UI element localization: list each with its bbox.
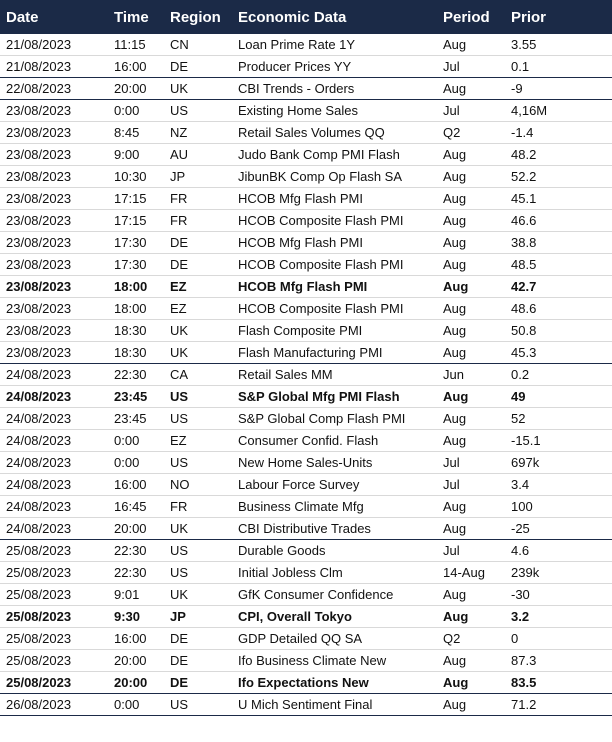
cell-prior: 4.6 <box>505 540 612 562</box>
cell-data: Flash Composite PMI <box>232 320 437 342</box>
table-row <box>0 34 612 56</box>
table-row <box>0 584 612 606</box>
cell-period: Aug <box>437 408 505 430</box>
cell-date: 24/08/2023 <box>0 386 108 408</box>
cell-period: Aug <box>437 584 505 606</box>
cell-date: 23/08/2023 <box>0 276 108 298</box>
cell-data: Consumer Confid. Flash <box>232 430 437 452</box>
cell-time: 16:45 <box>108 496 164 518</box>
cell-region: US <box>164 562 232 584</box>
cell-date: 25/08/2023 <box>0 628 108 650</box>
cell-period: Aug <box>437 276 505 298</box>
cell-data: Retail Sales Volumes QQ <box>232 122 437 144</box>
cell-period: Aug <box>437 496 505 518</box>
cell-data: GfK Consumer Confidence <box>232 584 437 606</box>
table-row <box>0 188 612 210</box>
cell-period: Aug <box>437 342 505 364</box>
cell-date: 23/08/2023 <box>0 166 108 188</box>
cell-date: 26/08/2023 <box>0 694 108 716</box>
cell-data: JibunBK Comp Op Flash SA <box>232 166 437 188</box>
cell-data: Retail Sales MM <box>232 364 437 386</box>
cell-date: 23/08/2023 <box>0 320 108 342</box>
cell-data: CPI, Overall Tokyo <box>232 606 437 628</box>
cell-date: 24/08/2023 <box>0 364 108 386</box>
cell-time: 23:45 <box>108 408 164 430</box>
table-row <box>0 650 612 672</box>
cell-period: Aug <box>437 650 505 672</box>
cell-period: Aug <box>437 232 505 254</box>
cell-region: FR <box>164 210 232 232</box>
cell-data: Business Climate Mfg <box>232 496 437 518</box>
cell-region: US <box>164 408 232 430</box>
cell-date: 21/08/2023 <box>0 34 108 56</box>
cell-data: Ifo Expectations New <box>232 672 437 694</box>
cell-date: 22/08/2023 <box>0 78 108 100</box>
cell-region: NZ <box>164 122 232 144</box>
cell-region: FR <box>164 188 232 210</box>
cell-prior: -9 <box>505 78 612 100</box>
cell-prior: 3.4 <box>505 474 612 496</box>
table-row <box>0 166 612 188</box>
cell-time: 16:00 <box>108 474 164 496</box>
cell-data: HCOB Mfg Flash PMI <box>232 232 437 254</box>
cell-prior: 3.2 <box>505 606 612 628</box>
cell-date: 25/08/2023 <box>0 540 108 562</box>
economic-calendar-table <box>0 2 612 716</box>
cell-region: AU <box>164 144 232 166</box>
cell-time: 18:30 <box>108 320 164 342</box>
cell-time: 17:30 <box>108 232 164 254</box>
table-row <box>0 298 612 320</box>
cell-time: 18:00 <box>108 298 164 320</box>
cell-period: Q2 <box>437 122 505 144</box>
cell-region: UK <box>164 518 232 540</box>
cell-period: Aug <box>437 298 505 320</box>
cell-time: 10:30 <box>108 166 164 188</box>
cell-time: 0:00 <box>108 100 164 122</box>
cell-date: 25/08/2023 <box>0 606 108 628</box>
cell-period: Aug <box>437 166 505 188</box>
cell-date: 23/08/2023 <box>0 232 108 254</box>
cell-date: 23/08/2023 <box>0 298 108 320</box>
table-row <box>0 496 612 518</box>
cell-period: 14-Aug <box>437 562 505 584</box>
cell-region: JP <box>164 606 232 628</box>
cell-prior: 4,16M <box>505 100 612 122</box>
table-row <box>0 408 612 430</box>
cell-time: 16:00 <box>108 56 164 78</box>
column-header-date: Date <box>0 2 108 34</box>
cell-region: DE <box>164 628 232 650</box>
cell-period: Jul <box>437 540 505 562</box>
cell-date: 25/08/2023 <box>0 562 108 584</box>
cell-region: DE <box>164 650 232 672</box>
cell-region: CA <box>164 364 232 386</box>
cell-prior: 0.1 <box>505 56 612 78</box>
cell-prior: -1.4 <box>505 122 612 144</box>
cell-time: 20:00 <box>108 650 164 672</box>
cell-date: 25/08/2023 <box>0 672 108 694</box>
table-row <box>0 518 612 540</box>
table-row <box>0 320 612 342</box>
cell-period: Aug <box>437 34 505 56</box>
cell-data: Flash Manufacturing PMI <box>232 342 437 364</box>
cell-prior: 0.2 <box>505 364 612 386</box>
cell-prior: 42.7 <box>505 276 612 298</box>
cell-period: Aug <box>437 518 505 540</box>
cell-data: HCOB Mfg Flash PMI <box>232 188 437 210</box>
cell-region: UK <box>164 78 232 100</box>
cell-prior: 71.2 <box>505 694 612 716</box>
cell-period: Aug <box>437 144 505 166</box>
cell-data: S&P Global Comp Flash PMI <box>232 408 437 430</box>
cell-period: Aug <box>437 78 505 100</box>
cell-prior: 48.5 <box>505 254 612 276</box>
cell-prior: 46.6 <box>505 210 612 232</box>
cell-prior: 87.3 <box>505 650 612 672</box>
cell-time: 22:30 <box>108 540 164 562</box>
cell-time: 17:30 <box>108 254 164 276</box>
table-row <box>0 672 612 694</box>
cell-time: 17:15 <box>108 188 164 210</box>
cell-data: HCOB Composite Flash PMI <box>232 298 437 320</box>
cell-prior: 45.3 <box>505 342 612 364</box>
cell-time: 9:01 <box>108 584 164 606</box>
table-row <box>0 540 612 562</box>
cell-period: Aug <box>437 254 505 276</box>
column-header-time: Time <box>108 2 164 34</box>
cell-time: 22:30 <box>108 364 164 386</box>
cell-date: 24/08/2023 <box>0 496 108 518</box>
cell-period: Aug <box>437 694 505 716</box>
cell-region: EZ <box>164 276 232 298</box>
cell-date: 23/08/2023 <box>0 342 108 364</box>
cell-period: Aug <box>437 210 505 232</box>
cell-time: 22:30 <box>108 562 164 584</box>
table-row <box>0 232 612 254</box>
table-row <box>0 100 612 122</box>
cell-period: Jul <box>437 56 505 78</box>
cell-data: Existing Home Sales <box>232 100 437 122</box>
cell-time: 0:00 <box>108 694 164 716</box>
table-row <box>0 452 612 474</box>
column-header-prior: Prior <box>505 2 612 34</box>
table-row <box>0 122 612 144</box>
cell-period: Jul <box>437 474 505 496</box>
cell-data: U Mich Sentiment Final <box>232 694 437 716</box>
cell-date: 23/08/2023 <box>0 210 108 232</box>
cell-date: 24/08/2023 <box>0 408 108 430</box>
table-row <box>0 606 612 628</box>
cell-period: Aug <box>437 606 505 628</box>
cell-time: 23:45 <box>108 386 164 408</box>
cell-time: 9:30 <box>108 606 164 628</box>
cell-region: DE <box>164 672 232 694</box>
cell-region: DE <box>164 232 232 254</box>
cell-date: 24/08/2023 <box>0 430 108 452</box>
cell-prior: 52 <box>505 408 612 430</box>
cell-time: 20:00 <box>108 672 164 694</box>
cell-time: 0:00 <box>108 430 164 452</box>
cell-region: UK <box>164 320 232 342</box>
table-row <box>0 254 612 276</box>
cell-period: Aug <box>437 188 505 210</box>
cell-time: 16:00 <box>108 628 164 650</box>
table-row <box>0 628 612 650</box>
table-body <box>0 34 612 716</box>
cell-date: 25/08/2023 <box>0 584 108 606</box>
column-header-period: Period <box>437 2 505 34</box>
cell-prior: 50.8 <box>505 320 612 342</box>
cell-prior: 45.1 <box>505 188 612 210</box>
cell-date: 24/08/2023 <box>0 452 108 474</box>
cell-period: Aug <box>437 386 505 408</box>
cell-time: 18:00 <box>108 276 164 298</box>
cell-period: Jun <box>437 364 505 386</box>
cell-prior: -25 <box>505 518 612 540</box>
cell-time: 17:15 <box>108 210 164 232</box>
cell-prior: 49 <box>505 386 612 408</box>
cell-prior: 48.6 <box>505 298 612 320</box>
cell-period: Jul <box>437 452 505 474</box>
cell-data: New Home Sales-Units <box>232 452 437 474</box>
cell-prior: 3.55 <box>505 34 612 56</box>
cell-time: 20:00 <box>108 518 164 540</box>
cell-region: UK <box>164 584 232 606</box>
table-row <box>0 210 612 232</box>
cell-date: 23/08/2023 <box>0 122 108 144</box>
cell-period: Aug <box>437 672 505 694</box>
cell-data: Loan Prime Rate 1Y <box>232 34 437 56</box>
column-header-region: Region <box>164 2 232 34</box>
table-row <box>0 276 612 298</box>
cell-prior: 52.2 <box>505 166 612 188</box>
cell-date: 23/08/2023 <box>0 188 108 210</box>
table-header <box>0 2 612 34</box>
table-row <box>0 694 612 716</box>
cell-data: Ifo Business Climate New <box>232 650 437 672</box>
cell-data: GDP Detailed QQ SA <box>232 628 437 650</box>
cell-time: 11:15 <box>108 34 164 56</box>
cell-date: 23/08/2023 <box>0 254 108 276</box>
column-header-economic-data: Economic Data <box>232 2 437 34</box>
cell-region: FR <box>164 496 232 518</box>
table-row <box>0 144 612 166</box>
cell-region: JP <box>164 166 232 188</box>
cell-data: Judo Bank Comp PMI Flash <box>232 144 437 166</box>
cell-region: EZ <box>164 298 232 320</box>
cell-period: Q2 <box>437 628 505 650</box>
cell-prior: 38.8 <box>505 232 612 254</box>
cell-data: HCOB Composite Flash PMI <box>232 210 437 232</box>
cell-time: 8:45 <box>108 122 164 144</box>
cell-prior: 697k <box>505 452 612 474</box>
table-row <box>0 364 612 386</box>
cell-prior: 239k <box>505 562 612 584</box>
cell-time: 20:00 <box>108 78 164 100</box>
cell-date: 23/08/2023 <box>0 100 108 122</box>
table-row <box>0 56 612 78</box>
cell-data: Labour Force Survey <box>232 474 437 496</box>
cell-prior: 83.5 <box>505 672 612 694</box>
cell-region: US <box>164 100 232 122</box>
cell-date: 21/08/2023 <box>0 56 108 78</box>
cell-region: UK <box>164 342 232 364</box>
cell-prior: 48.2 <box>505 144 612 166</box>
cell-region: DE <box>164 254 232 276</box>
cell-period: Jul <box>437 100 505 122</box>
cell-data: Producer Prices YY <box>232 56 437 78</box>
cell-date: 25/08/2023 <box>0 650 108 672</box>
cell-region: EZ <box>164 430 232 452</box>
cell-data: HCOB Mfg Flash PMI <box>232 276 437 298</box>
cell-data: Durable Goods <box>232 540 437 562</box>
table-row <box>0 386 612 408</box>
cell-data: CBI Trends - Orders <box>232 78 437 100</box>
cell-prior: -15.1 <box>505 430 612 452</box>
table-row <box>0 474 612 496</box>
cell-prior: 100 <box>505 496 612 518</box>
cell-data: S&P Global Mfg PMI Flash <box>232 386 437 408</box>
cell-time: 0:00 <box>108 452 164 474</box>
cell-time: 18:30 <box>108 342 164 364</box>
cell-data: Initial Jobless Clm <box>232 562 437 584</box>
cell-prior: 0 <box>505 628 612 650</box>
cell-region: DE <box>164 56 232 78</box>
cell-region: US <box>164 452 232 474</box>
cell-region: US <box>164 540 232 562</box>
table-row <box>0 562 612 584</box>
cell-period: Aug <box>437 320 505 342</box>
cell-region: NO <box>164 474 232 496</box>
cell-data: HCOB Composite Flash PMI <box>232 254 437 276</box>
cell-date: 23/08/2023 <box>0 144 108 166</box>
table-row <box>0 342 612 364</box>
table-row <box>0 78 612 100</box>
table-row <box>0 430 612 452</box>
cell-data: CBI Distributive Trades <box>232 518 437 540</box>
cell-date: 24/08/2023 <box>0 474 108 496</box>
cell-region: US <box>164 386 232 408</box>
cell-region: CN <box>164 34 232 56</box>
table-header-row <box>0 2 612 34</box>
cell-region: US <box>164 694 232 716</box>
cell-date: 24/08/2023 <box>0 518 108 540</box>
cell-period: Aug <box>437 430 505 452</box>
cell-time: 9:00 <box>108 144 164 166</box>
cell-prior: -30 <box>505 584 612 606</box>
